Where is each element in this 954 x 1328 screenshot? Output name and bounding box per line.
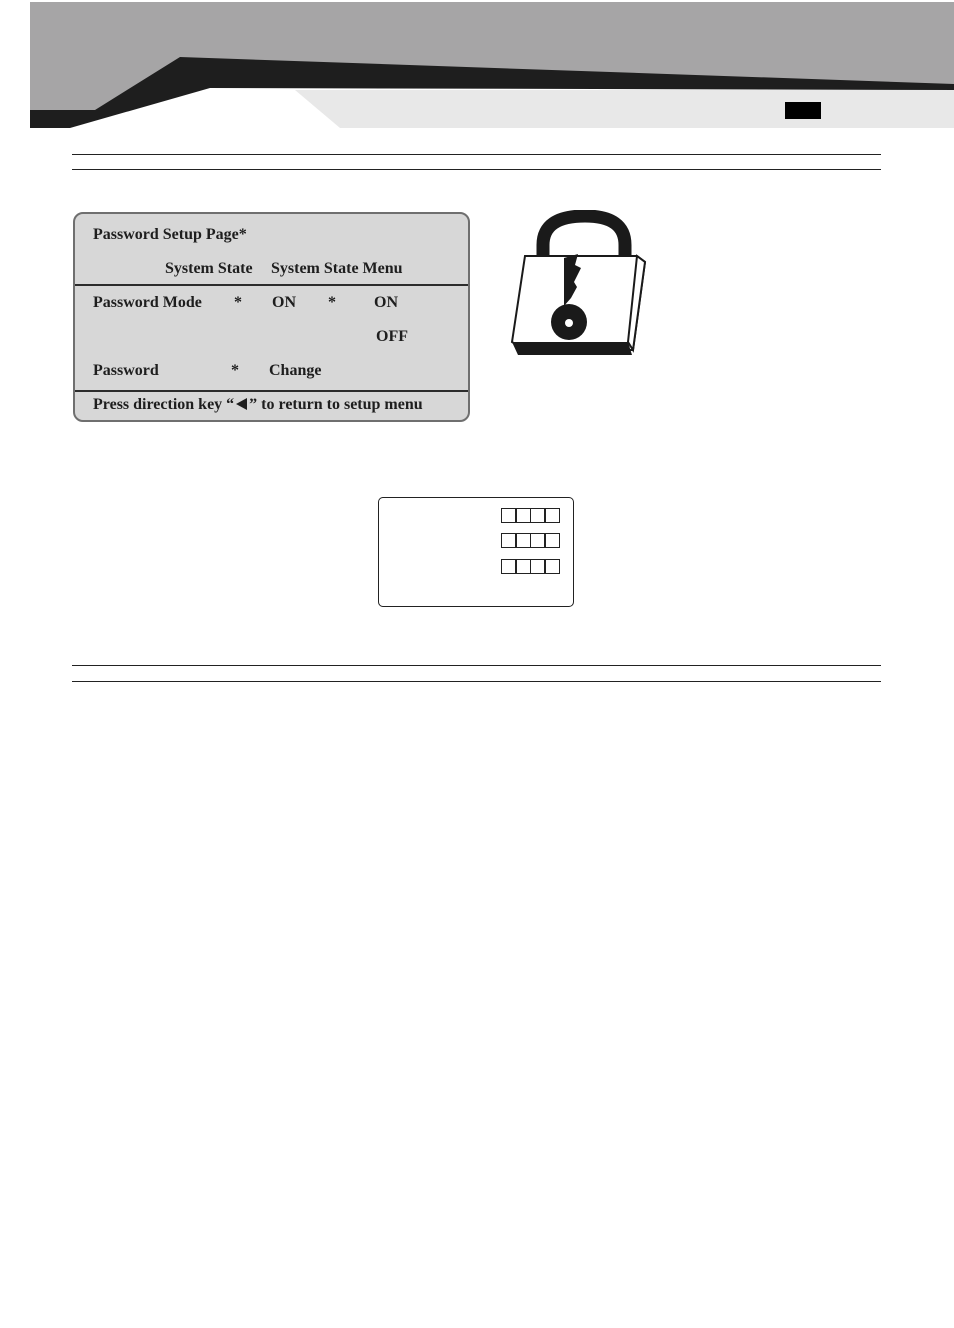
- password-setup-menu: [73, 212, 470, 422]
- bottom-rule-2: [72, 681, 881, 682]
- digit-cell: [544, 508, 560, 523]
- password-mode-option-star: *: [328, 294, 336, 311]
- top-rule-1: [72, 154, 881, 155]
- password-mode-label: Password Mode: [93, 294, 202, 311]
- option-on[interactable]: ON: [374, 294, 398, 311]
- col-header-system-state: System State: [165, 260, 253, 277]
- footer-prefix: Press direction key “: [93, 396, 235, 413]
- left-triangle-icon: [236, 398, 247, 410]
- bottom-rule-1: [72, 665, 881, 666]
- menu-footer: [93, 397, 423, 413]
- password-label: Password: [93, 362, 159, 379]
- password-digit-row-2[interactable]: [502, 533, 560, 548]
- digit-cell: [544, 559, 560, 574]
- password-change[interactable]: Change: [269, 362, 322, 379]
- menu-divider-bottom: [75, 390, 468, 392]
- digit-cell: [544, 533, 560, 548]
- password-star: *: [231, 362, 239, 379]
- password-mode-state[interactable]: ON: [272, 294, 296, 311]
- password-entry-box: [378, 497, 574, 607]
- menu-divider-top: [75, 284, 468, 286]
- top-rule-2: [72, 169, 881, 170]
- option-off[interactable]: OFF: [376, 328, 408, 345]
- password-mode-star: *: [234, 294, 242, 311]
- menu-title: Password Setup Page*: [93, 226, 247, 243]
- padlock-with-key-icon: [505, 210, 650, 360]
- page-number-tab: [785, 102, 821, 119]
- password-digit-row-1[interactable]: [502, 508, 560, 523]
- password-digit-row-3[interactable]: [502, 559, 560, 574]
- footer-suffix: ” to return to setup menu: [249, 396, 423, 413]
- col-header-system-state-menu: System State Menu: [271, 260, 403, 277]
